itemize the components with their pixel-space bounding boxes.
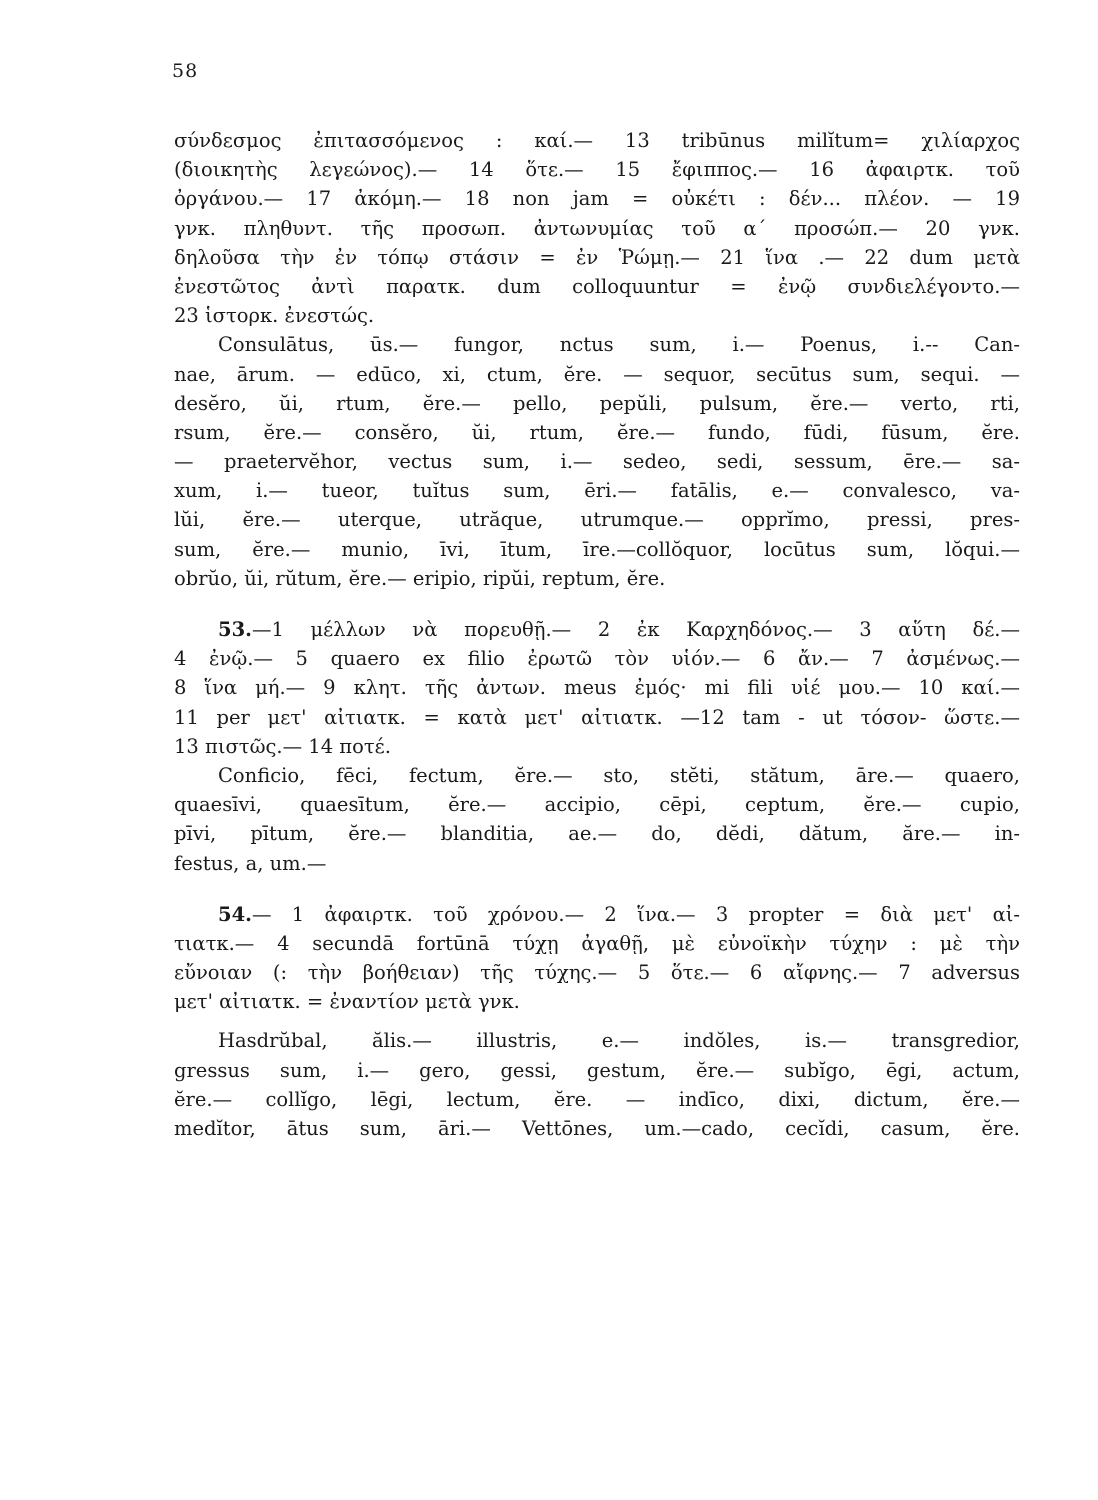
text-line: ĕre.— collĭgo, lēgi, lectum, ĕre. — indīco, dixi, dictum, ĕre.— [174, 1087, 1020, 1111]
text-line: obrŭo, ŭi, rŭtum, ĕre.— eripio, ripŭi, reptum, ĕre. [174, 566, 666, 590]
section-number: 54. [218, 902, 252, 926]
section-53-vocabulary [174, 761, 1020, 878]
text-line: 23 ἱστορκ. ἐνεστώς. [174, 304, 375, 328]
text-line: gressus sum, i.— gero, gessi, gestum, ĕre.— subĭgo, ēgi, actum, [174, 1058, 1020, 1082]
text-line: festus, a, um.— [174, 851, 327, 875]
text-line: sum, ĕre.— munio, īvi, ītum, īre.—collŏquor, locūtus sum, lŏqui.— [174, 537, 1020, 561]
text-line: μετ' αἰτιατκ. = ἐναντίον μετὰ γνκ. [174, 990, 520, 1014]
text-line: pīvi, pītum, ĕre.— blanditia, ae.— do, dĕdi, dătum, ăre.— in- [174, 822, 1020, 846]
text-line: desĕro, ŭi, rtum, ĕre.— pello, pepŭli, pulsum, ĕre.— verto, rti, [174, 391, 1020, 415]
text-line: Conficio, fēci, fectum, ĕre.— sto, stĕti, stătum, āre.— quaero, [218, 763, 1020, 787]
text-line: 53.—1 μέλλων νὰ πορευθῇ.— 2 ἐκ Καρχηδόνος.— 3 αὕτη δέ.— [218, 618, 1020, 641]
section-number: 53. [218, 618, 252, 641]
text-line: quaesīvi, quaesītum, ĕre.— accipio, cēpi, ceptum, ĕre.— cupio, [174, 793, 1020, 817]
text-line: rsum, ĕre.— consĕro, ŭi, rtum, ĕre.— fundo, fūdi, fūsum, ĕre. [174, 420, 1020, 444]
text-line: γνκ. πληθυντ. τῆς προσωπ. ἀντωνυμίας τοῦ α΄ προσώπ.— 20 γνκ. [174, 216, 1020, 240]
text-line: 8 ἵνα μή.— 9 κλητ. τῆς ἀντων. meus ἐμός· mi fili υἱέ μου.— 10 καί.— [174, 676, 1020, 700]
text-line: nae, ārum. — edūco, xi, ctum, ĕre. — sequor, secūtus sum, sequi. — [174, 362, 1020, 386]
text-line: 4 ἐνῷ.— 5 quaero ex filio ἐρωτῶ τὸν υἱόν.— 6 ἄν.— 7 ἀσμένως.— [174, 647, 1020, 671]
text-line: 13 πιστῶς.— 14 ποτέ. [174, 734, 391, 758]
text-line: δηλοῦσα τὴν ἐν τόπῳ στάσιν = ἐν Ῥώμῃ.— 21 ἵνα .— 22 dum μετὰ [174, 245, 1020, 269]
text-line: 54.— 1 ἀφαιρτκ. τοῦ χρόνου.— 2 ἵνα.— 3 propter = διὰ μετ' αἰ- [218, 902, 1020, 926]
text-line: (διοικητὴς λεγεώνος).— 14 ὅτε.— 15 ἔφιππος.— 16 ἀφαιρτκ. τοῦ [174, 158, 1020, 182]
text-line: medĭtor, ātus sum, āri.— Vettōnes, um.—cado, cecĭdi, casum, ĕre. [174, 1117, 1020, 1140]
section-54-vocabulary [174, 1026, 1020, 1143]
text-line: 11 per μετ' αἰτιατκ. = κατὰ μετ' αἰτιατκ. —12 tam - ut τόσον- ὥστε.— [174, 705, 1020, 729]
vocabulary-block [174, 330, 1020, 593]
text-line: Hasdrŭbal, ălis.— illustris, e.— indŏles, is.— transgredior, [218, 1029, 1020, 1053]
notes-block [174, 126, 1020, 330]
text-line: εὔνοιαν (: τὴν βοήθειαν) τῆς τύχης.— 5 ὅτε.— 6 αἴφνης.— 7 adversus [174, 961, 1020, 985]
text-line: Consulātus, ūs.— fungor, nctus sum, i.— Poenus, i.-- Can- [218, 333, 1020, 357]
text-line: ἐνεστῶτος ἀντὶ παρατκ. dum colloquuntur = ἐνῷ συνδιελέγοντο.— [174, 274, 1020, 298]
text-line: xum, i.— tueor, tuĭtus sum, ēri.— fatālis, e.— convalesco, va- [174, 479, 1020, 503]
text-line: — praetervĕhor, vectus sum, i.— sedeo, sedi, sessum, ēre.— sa- [174, 450, 1020, 474]
text-body [174, 126, 1020, 1143]
text-line: σύνδεσμος ἐπιτασσόμενος : καί.— 13 tribūnus milĭtum= χιλίαρχος [174, 129, 1020, 152]
page-number: 58 [172, 60, 199, 82]
text-line: ὀργάνου.— 17 ἀκόμη.— 18 non jam = οὐκέτι : δέν... πλέον. — 19 [174, 187, 1020, 211]
section-53-notes [174, 615, 1020, 761]
text-line: τιατκ.— 4 secundā fortūnā τύχῃ ἀγαθῇ, μὲ εὐνοϊκὴν τύχην : μὲ τὴν [174, 931, 1020, 955]
section-54-notes [174, 900, 1020, 1017]
text-line: lŭi, ĕre.— uterque, utrăque, utrumque.— opprĭmo, pressi, pres- [174, 508, 1020, 532]
